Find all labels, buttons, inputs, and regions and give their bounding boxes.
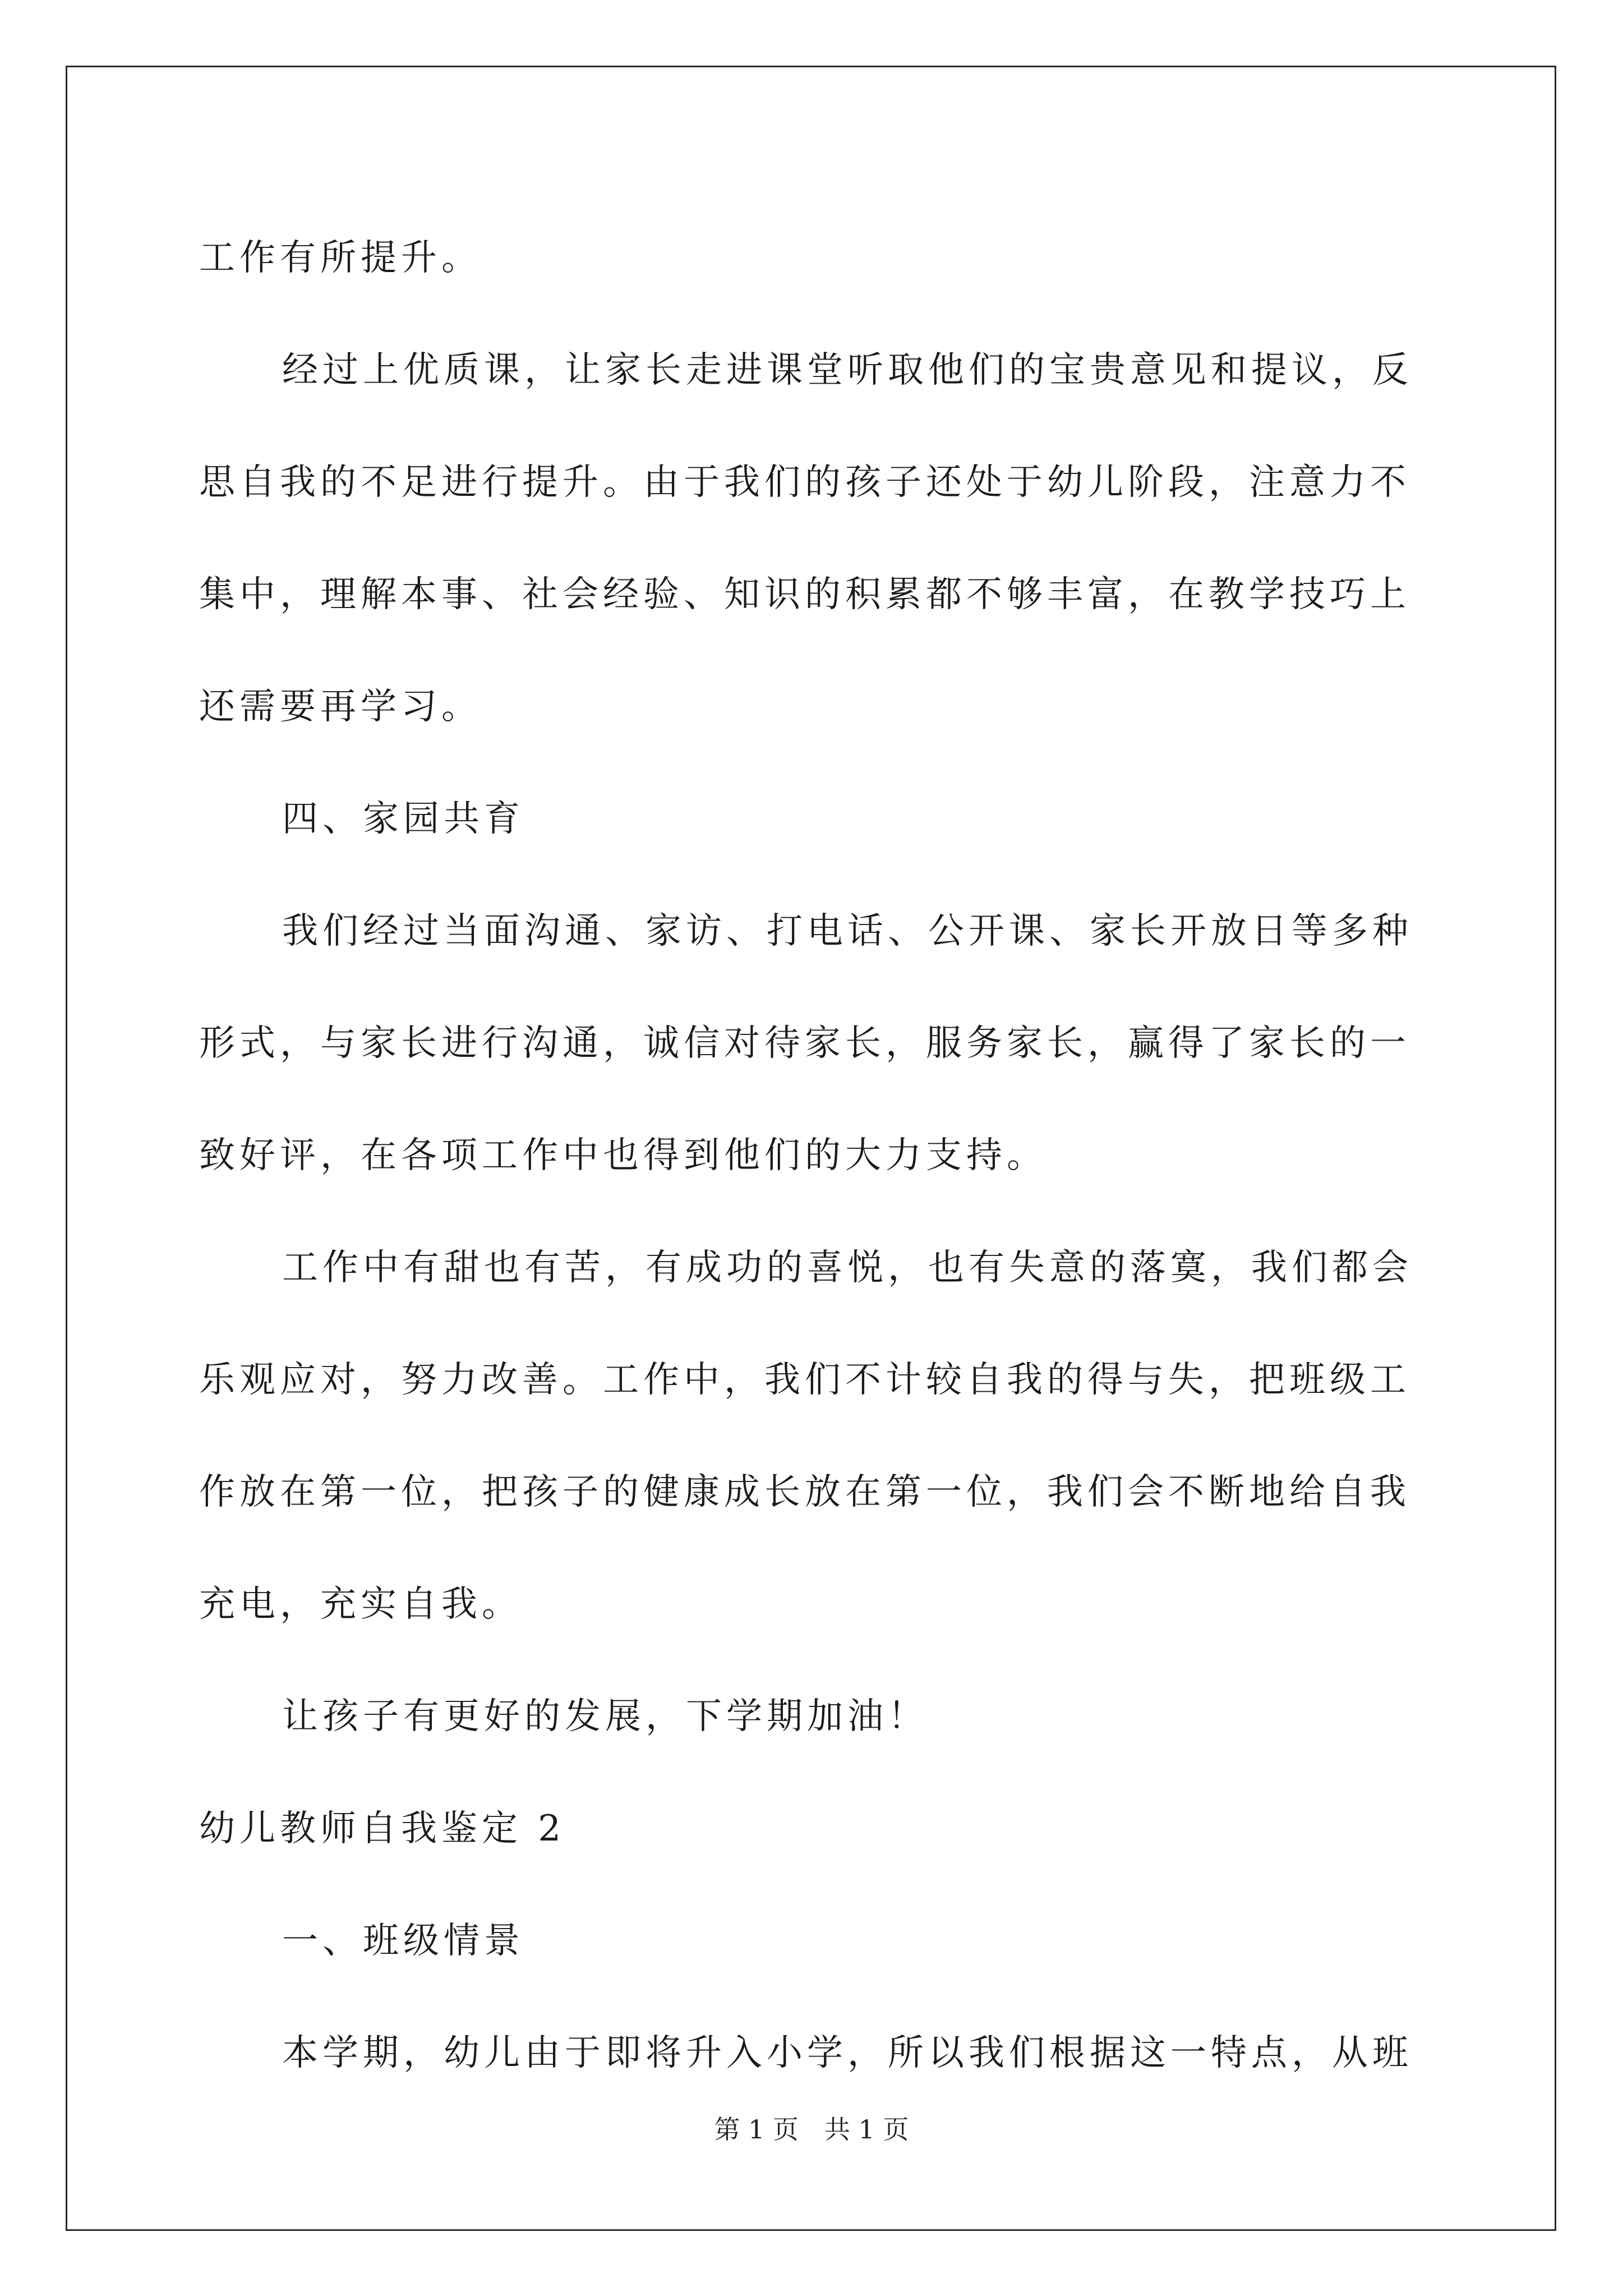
- document-title: 幼儿教师自我鉴定 2: [199, 1808, 566, 1849]
- text-line: 工作中有甜也有苦，有成功的喜悦，也有失意的落寞，我们都会: [282, 1247, 1413, 1289]
- text-line: 还需要再学习。: [199, 686, 482, 728]
- section-heading: 一、班级情景: [282, 1920, 524, 1962]
- text-line: 经过上优质课，让家长走进课堂听取他们的宝贵意见和提议，反: [282, 349, 1413, 391]
- text-line: 本学期，幼儿由于即将升入小学，所以我们根据这一特点，从班: [282, 2032, 1413, 2074]
- document-body: [199, 202, 1427, 2109]
- text-line: 我们经过当面沟通、家访、打电话、公开课、家长开放日等多种: [282, 910, 1413, 952]
- text-line: 形式，与家长进行沟通，诚信对待家长，服务家长，赢得了家长的一: [199, 1023, 1410, 1064]
- section-heading: 四、家园共育: [282, 798, 524, 840]
- text-line: 集中，理解本事、社会经验、知识的积累都不够丰富，在教学技巧上: [199, 574, 1410, 615]
- page-footer: 第 1 页 共 1 页: [714, 2114, 909, 2145]
- text-line: 工作有所提升。: [199, 237, 482, 279]
- text-line: 乐观应对，努力改善。工作中，我们不计较自我的得与失，把班级工: [199, 1359, 1410, 1401]
- text-line: 充电，充实自我。: [199, 1584, 522, 1625]
- text-line: 作放在第一位，把孩子的健康成长放在第一位，我们会不断地给自我: [199, 1471, 1410, 1513]
- text-line: 让孩子有更好的发展，下学期加油！: [282, 1696, 928, 1737]
- text-line: 思自我的不足进行提升。由于我们的孩子还处于幼儿阶段，注意力不: [199, 462, 1410, 503]
- text-line: 致好评，在各项工作中也得到他们的大力支持。: [199, 1135, 1047, 1176]
